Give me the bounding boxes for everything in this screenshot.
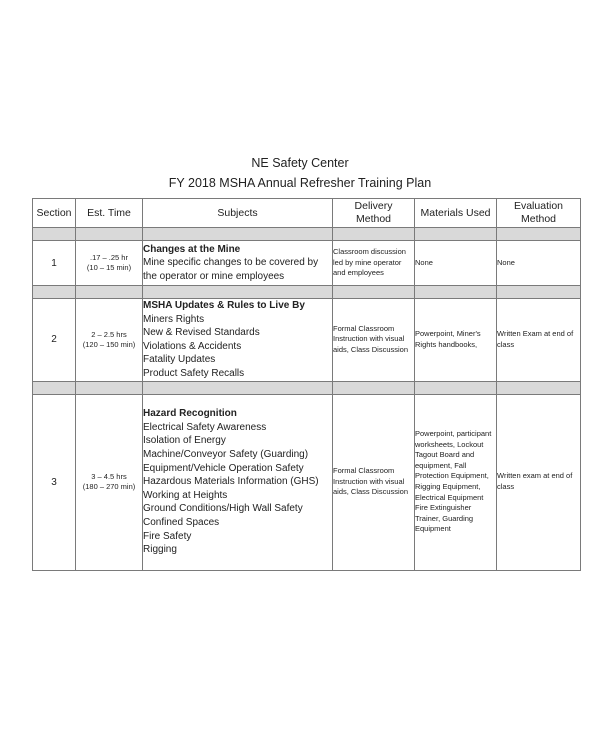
- materials-used: Powerpoint, Miner's Rights handbooks,: [415, 299, 497, 382]
- section-number: 2: [33, 299, 76, 382]
- header-section: Section: [33, 199, 76, 228]
- delivery-method: Formal Classroom Instruction with visual aids, Class Discussion: [333, 299, 415, 382]
- header-delivery-line1: Delivery: [354, 200, 393, 212]
- subject-item: Electrical Safety Awareness: [143, 421, 267, 433]
- subjects-cell: [143, 299, 333, 382]
- est-time-hours: 3 – 4.5 hrs: [91, 472, 127, 482]
- est-time-minutes: (180 – 270 min): [82, 482, 136, 492]
- header-evaluation-method: [497, 199, 581, 228]
- subject-item: Mine specific changes to be covered by: [143, 257, 319, 269]
- table-row: [33, 299, 581, 382]
- training-plan-table: [32, 198, 581, 571]
- subject-item: Violations & Accidents: [143, 340, 242, 352]
- subject-heading: Changes at the Mine: [143, 243, 241, 255]
- spacer-row: [33, 228, 581, 241]
- table-row: [33, 394, 581, 570]
- header-evaluation-line1: Evaluation: [513, 200, 564, 212]
- header-delivery-method: [333, 199, 415, 228]
- title-block: [0, 155, 600, 192]
- subject-item: Working at Heights: [143, 489, 228, 501]
- subject-item: New & Revised Standards: [143, 327, 260, 339]
- evaluation-method: Written exam at end of class: [497, 394, 581, 570]
- materials-used: None: [415, 241, 497, 286]
- header-evaluation-line2: Method: [520, 213, 557, 225]
- subject-heading: Hazard Recognition: [143, 408, 237, 420]
- subject-item: Fire Safety: [143, 530, 192, 542]
- document-subtitle: FY 2018 MSHA Annual Refresher Training Plan: [168, 176, 432, 190]
- subject-item: Confined Spaces: [143, 517, 220, 529]
- header-subjects: Subjects: [143, 199, 333, 228]
- subjects-cell: [143, 394, 333, 570]
- delivery-method: Formal Classroom Instruction with visual aids, Class Discussion: [333, 394, 415, 570]
- est-time-hours: 2 – 2.5 hrs: [91, 329, 127, 339]
- est-time: [76, 299, 143, 382]
- est-time-hours: .17 – .25 hr: [90, 253, 128, 262]
- document-title: NE Safety Center: [251, 156, 349, 170]
- subject-item: Fatality Updates: [143, 354, 216, 366]
- subject-item: Isolation of Energy: [143, 435, 226, 447]
- subject-item: Miners Rights: [143, 313, 205, 325]
- est-time: [76, 241, 143, 286]
- est-time-minutes: (10 – 15 min): [86, 263, 132, 272]
- subjects-cell: [143, 241, 333, 286]
- subject-item: Rigging: [143, 544, 177, 556]
- header-est-time: Est. Time: [76, 199, 143, 228]
- est-time: [76, 394, 143, 570]
- subject-item: the operator or mine employees: [143, 270, 285, 282]
- spacer-row: [33, 286, 581, 299]
- spacer-row: [33, 381, 581, 394]
- subject-heading: MSHA Updates & Rules to Live By: [143, 300, 305, 311]
- table-row: [33, 241, 581, 286]
- subject-item: Equipment/Vehicle Operation Safety: [143, 462, 304, 474]
- header-delivery-line2: Method: [355, 213, 392, 225]
- table-header-row: [33, 199, 581, 228]
- evaluation-method: None: [497, 241, 581, 286]
- section-number: 1: [33, 241, 76, 286]
- est-time-minutes: (120 – 150 min): [82, 339, 136, 349]
- subject-item: Hazardous Materials Information (GHS): [143, 476, 319, 488]
- subject-item: Product Safety Recalls: [143, 367, 245, 379]
- header-materials-used: Materials Used: [415, 199, 497, 228]
- section-number: 3: [33, 394, 76, 570]
- subject-item: Machine/Conveyor Safety (Guarding): [143, 449, 309, 461]
- materials-used: Powerpoint, participant worksheets, Lockout Tagout Board and equipment, Fall Protection Equipment, Rigging Equipment, Electrical Equipment Fire Extinguisher Trainer, Guarding Equipment: [415, 394, 497, 570]
- evaluation-method: Written Exam at end of class: [497, 299, 581, 382]
- delivery-method: Classroom discussion led by mine operator and employees: [333, 241, 415, 286]
- subject-item: Ground Conditions/High Wall Safety: [143, 503, 303, 515]
